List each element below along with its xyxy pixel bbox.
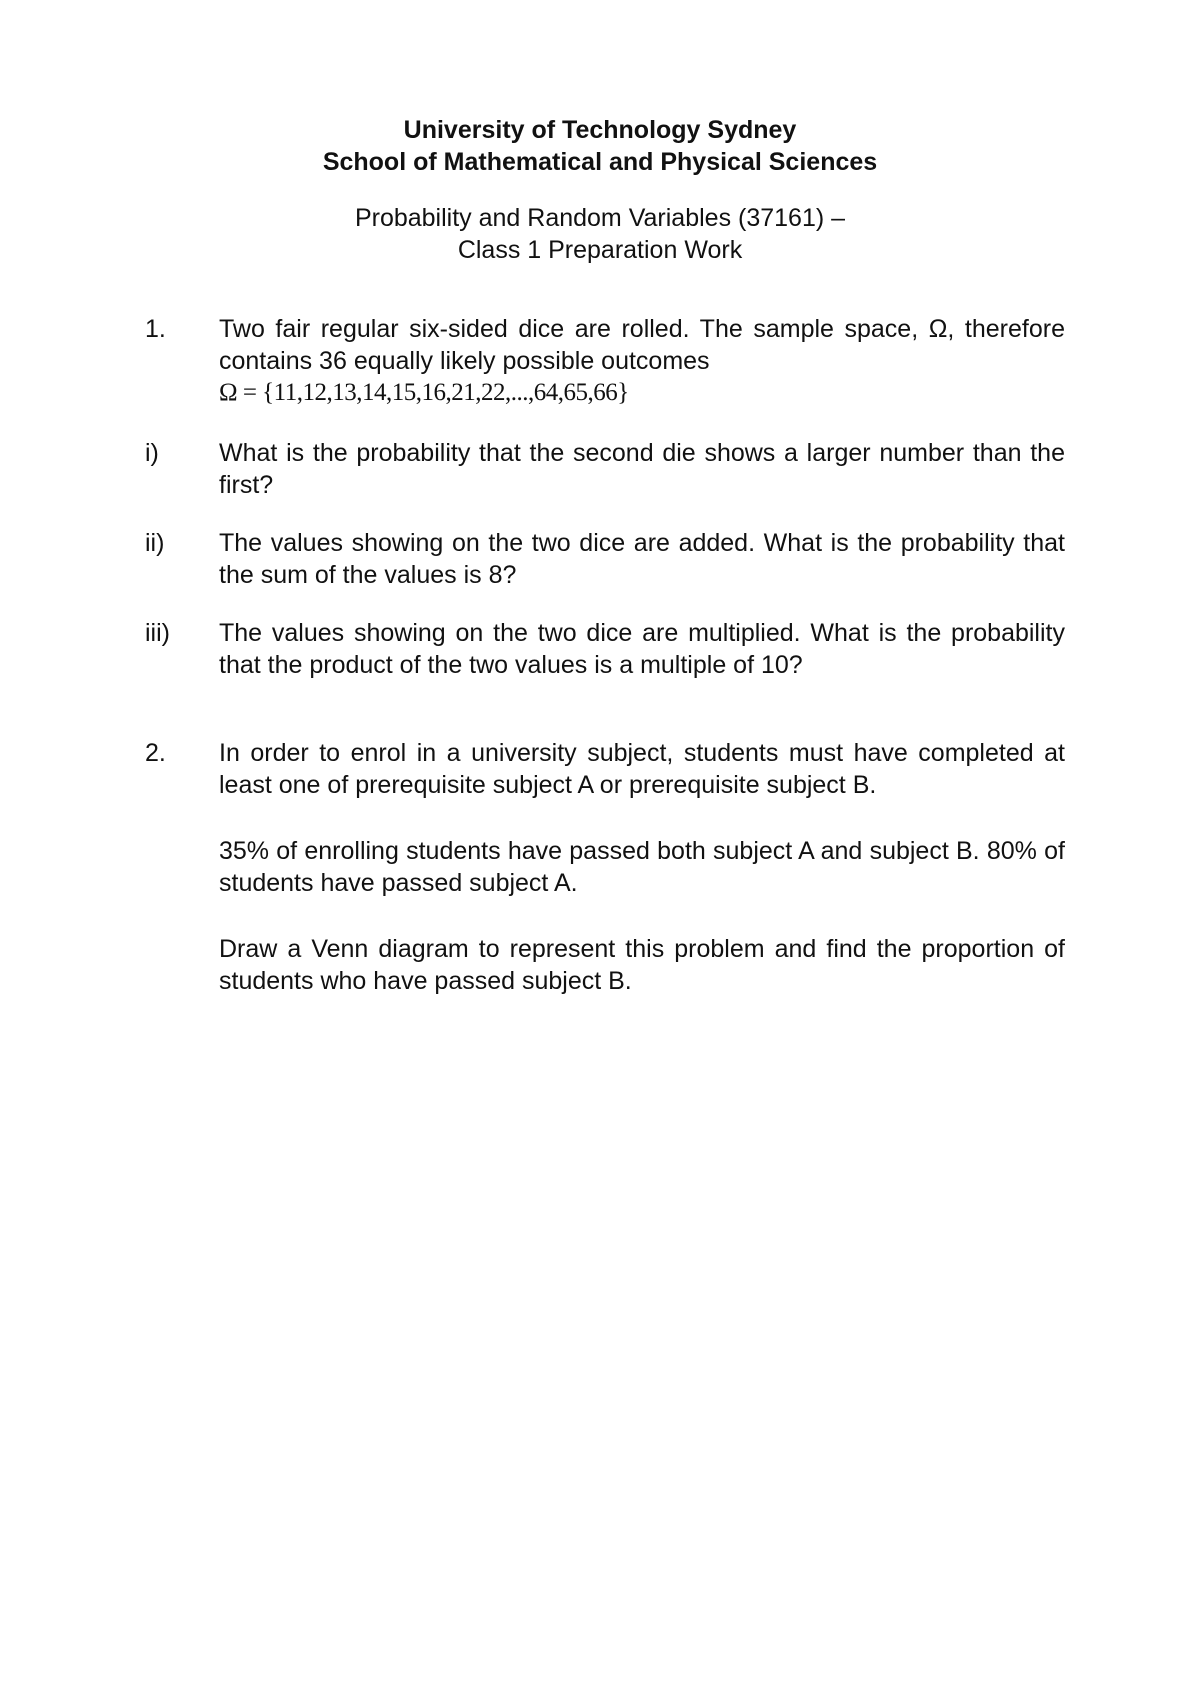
document-header (0, 114, 1200, 266)
part-iii-body (219, 617, 1065, 681)
institution-name: University of Technology Sydney (403, 116, 797, 144)
sample-space-formula: Ω = {11,12,13,14,15,16,21,22,...,64,65,66} (219, 379, 629, 406)
question-2-paragraph-2: 35% of enrolling students have passed both subject A and subject B. 80% of students have passed subject A. (219, 837, 1065, 897)
part-i-body (219, 437, 1065, 501)
question-1-text: Two fair regular six-sided dice are rolled. The sample space, Ω, therefore contains 36 equally likely possible outcomes (219, 315, 1065, 375)
part-ii-number: ii) (145, 529, 165, 557)
question-2-body (219, 737, 1065, 997)
part-i-number: i) (145, 439, 159, 467)
part-ii-body (219, 527, 1065, 591)
school-name: School of Mathematical and Physical Sciences (322, 148, 878, 176)
paragraph-spacer (219, 899, 1065, 933)
question-1-body (219, 313, 1065, 409)
subject-title: Probability and Random Variables (37161) – (354, 204, 846, 232)
question-2-number: 2. (145, 739, 166, 767)
question-2-paragraph-1: In order to enrol in a university subject, students must have completed at least one of prerequisite subject A or prerequisite subject B. (219, 739, 1065, 799)
part-i-text: What is the probability that the second die shows a larger number than the first? (219, 439, 1065, 499)
paragraph-spacer (219, 801, 1065, 835)
part-ii-text: The values showing on the two dice are added. What is the probability that the sum of the values is 8? (219, 529, 1065, 589)
question-2-paragraph-3: Draw a Venn diagram to represent this problem and find the proportion of students who have passed subject B. (219, 935, 1065, 995)
part-iii-text: The values showing on the two dice are multiplied. What is the probability that the product of the two values is a multiple of 10? (219, 619, 1065, 679)
question-1-number: 1. (145, 315, 166, 343)
part-iii-number: iii) (145, 619, 170, 647)
document-subtitle: Class 1 Preparation Work (457, 236, 743, 264)
